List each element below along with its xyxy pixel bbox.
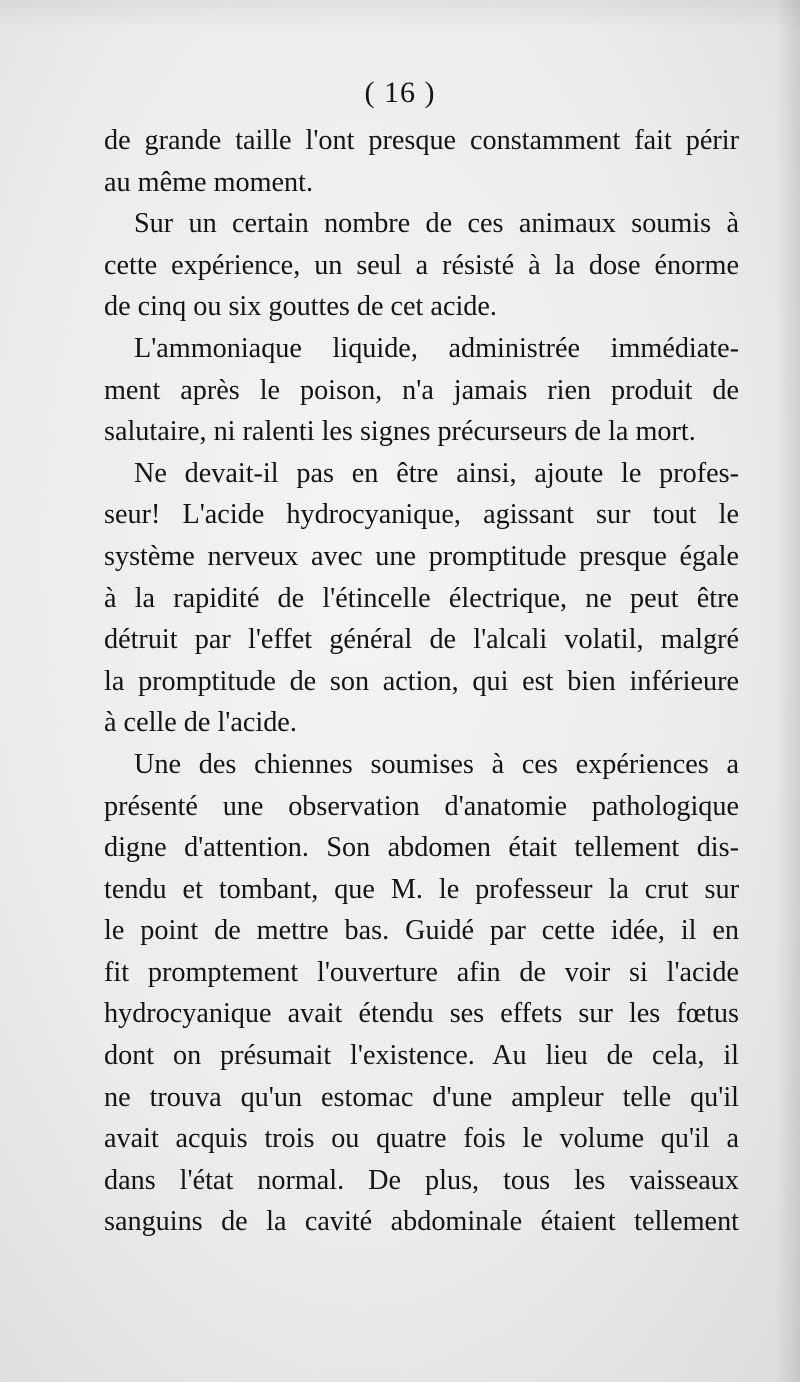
text-line: le point de mettre bas. Guidé par cette idée, il en <box>104 915 739 947</box>
text-line: au même moment. <box>104 166 313 198</box>
page-shadow-right <box>776 0 800 1382</box>
text-line: Ne devait-il pas en être ainsi, ajoute le profes- <box>134 457 739 489</box>
text-line: cette expérience, un seul a résisté à la dose énorme <box>104 249 739 281</box>
text-line: tendu et tombant, que M. le professeur la crut sur <box>104 873 739 905</box>
text-line: dans l'état normal. De plus, tous les vaisseaux <box>104 1164 739 1196</box>
body-text <box>104 120 739 1243</box>
text-line: détruit par l'effet général de l'alcali volatil, malgré <box>104 624 739 656</box>
text-line: ment après le poison, n'a jamais rien produit de <box>104 374 739 406</box>
text-line: avait acquis trois ou quatre fois le volume qu'il a <box>104 1123 739 1155</box>
text-line: de cinq ou six gouttes de cet acide. <box>104 291 497 323</box>
text-line: salutaire, ni ralenti les signes précurseurs de la mort. <box>104 416 696 448</box>
text-line: à celle de l'acide. <box>104 707 297 739</box>
page-number: ( 16 ) <box>364 76 436 109</box>
text-line: de grande taille l'ont presque constamment fait périr <box>104 125 739 156</box>
text-line: ne trouva qu'un estomac d'une ampleur telle qu'il <box>104 1081 739 1113</box>
text-line: Une des chiennes soumises à ces expériences a <box>134 748 739 780</box>
text-line: L'ammoniaque liquide, administrée immédiate- <box>134 332 739 364</box>
text-line: digne d'attention. Son abdomen était tellement dis- <box>104 832 739 864</box>
text-line: Sur un certain nombre de ces animaux soumis à <box>134 208 739 240</box>
text-line: système nerveux avec une promptitude presque égale <box>104 540 739 572</box>
text-line: présenté une observation d'anatomie pathologique <box>104 790 739 822</box>
page-shadow-top <box>0 0 800 30</box>
text-line: seur! L'acide hydrocyanique, agissant sur tout le <box>104 499 739 531</box>
text-line: hydrocyanique avait étendu ses effets sur les fœtus <box>104 998 739 1030</box>
text-line: fit promptement l'ouverture afin de voir si l'acide <box>104 956 739 988</box>
text-line: dont on présumait l'existence. Au lieu de cela, il <box>104 1040 739 1072</box>
text-line: à la rapidité de l'étincelle électrique, ne peut être <box>104 582 739 614</box>
text-line: la promptitude de son action, qui est bien inférieure <box>104 665 739 697</box>
text-line: sanguins de la cavité abdominale étaient tellement <box>104 1206 739 1238</box>
